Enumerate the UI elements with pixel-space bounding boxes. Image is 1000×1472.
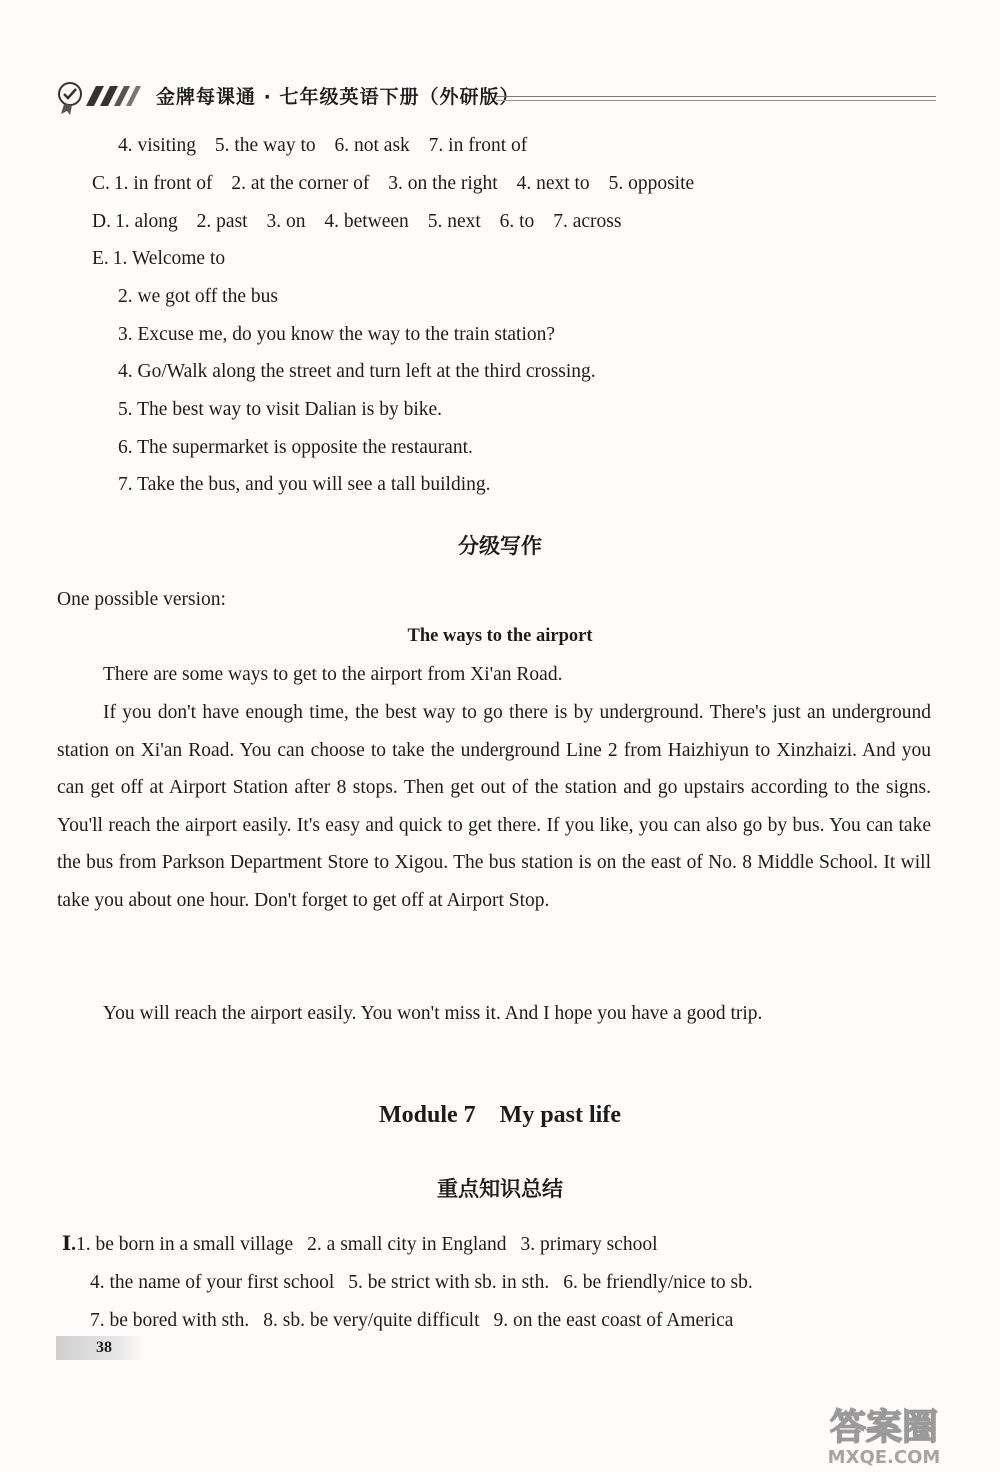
answer-item: 5. opposite	[608, 173, 695, 194]
page-number: 38	[56, 1336, 146, 1360]
section-label: E.	[92, 248, 109, 269]
knowledge-row	[62, 1233, 657, 1257]
knowledge-item: 3. primary school	[520, 1234, 658, 1255]
section-label: D.	[92, 211, 111, 232]
header-rule	[496, 96, 936, 101]
answer-item: 4. visiting	[118, 135, 197, 156]
knowledge-item: 6. be friendly/nice to sb.	[563, 1272, 753, 1293]
watermark-url: MXQE.COM	[827, 1447, 941, 1467]
answer-item: 4. Go/Walk along the street and turn left at the third crossing.	[118, 361, 596, 382]
answer-item: 1. in front of	[113, 173, 213, 194]
essay-title: The ways to the airport	[407, 626, 593, 646]
knowledge-item: 2. a small city in England	[307, 1234, 507, 1255]
section-label: Ⅰ.	[62, 1234, 76, 1255]
section-heading: 重点知识总结	[437, 1177, 563, 1201]
knowledge-row	[90, 1271, 753, 1295]
knowledge-item: 7. be bored with sth.	[90, 1310, 250, 1331]
answer-item: 7. in front of	[428, 135, 528, 156]
answer-item: 3. on	[266, 211, 306, 232]
watermark-logo-icon	[784, 1397, 984, 1467]
section-label: C.	[92, 173, 110, 194]
answer-item: 5. The best way to visit Dalian is by bike.	[118, 399, 443, 420]
knowledge-item: 9. on the east coast of America	[493, 1310, 734, 1331]
answer-item: 3. Excuse me, do you know the way to the train station?	[118, 324, 556, 345]
knowledge-item: 4. the name of your first school	[90, 1272, 335, 1293]
watermark-logo	[784, 1397, 984, 1467]
page-header	[56, 72, 936, 118]
medal-logo-icon	[56, 76, 144, 116]
knowledge-row	[90, 1309, 733, 1333]
answer-row-e1	[92, 247, 225, 271]
watermark-text: 答案圈	[829, 1407, 939, 1448]
answer-item: 1. along	[114, 211, 178, 232]
answer-row-c	[92, 172, 708, 196]
writing-intro: One possible version:	[57, 589, 226, 610]
header-title: 金牌每课通 · 七年级英语下册（外研版）	[156, 86, 520, 108]
answer-row-b	[118, 134, 541, 158]
answer-item: 2. at the corner of	[231, 173, 370, 194]
answer-item: 2. past	[196, 211, 248, 232]
knowledge-item: 8. sb. be very/quite difficult	[263, 1310, 480, 1331]
answer-item: 6. The supermarket is opposite the restaurant.	[118, 437, 473, 458]
answer-item: 7. Take the bus, and you will see a tall building.	[118, 474, 491, 495]
answer-item: 3. on the right	[388, 173, 498, 194]
knowledge-item: 1. be born in a small village	[76, 1234, 294, 1255]
answer-item: 5. next	[427, 211, 481, 232]
answer-item: 4. between	[324, 211, 409, 232]
essay-paragraph: If you don't have enough time, the best way to go there is by underground. There's just an underground station on Xi'an Road. You can choose to take the underground Line 2 from Haizhiyun to Xinzhaizi. And you can get off at Airport Station after 8 stops. Then get out of the station and go upstairs according to the signs. You'll reach the airport easily. It's easy and quick to get there. If you like, you can also go by bus. You can take the bus from Parkson Department Store to Xigou. The bus station is on the east of No. 8 Middle School. It will take you about one hour. Don't forget to get off at Airport Stop.	[57, 702, 931, 911]
writing-heading: 分级写作	[458, 534, 542, 558]
module-title: Module 7 My past life	[379, 1102, 621, 1128]
answer-item: 6. to	[499, 211, 535, 232]
answer-item: 4. next to	[516, 173, 590, 194]
answer-item: 7. across	[553, 211, 622, 232]
answer-item: 2. we got off the bus	[118, 286, 278, 307]
answer-item: 5. the way to	[214, 135, 316, 156]
answer-item: 1. Welcome to	[112, 248, 226, 269]
knowledge-item: 5. be strict with sb. in sth.	[348, 1272, 550, 1293]
essay-paragraph: You will reach the airport easily. You won't miss it. And I hope you have a good trip.	[103, 1003, 763, 1024]
answer-row-d	[92, 210, 635, 234]
essay-paragraph: There are some ways to get to the airport from Xi'an Road.	[103, 664, 563, 685]
answer-item: 6. not ask	[334, 135, 410, 156]
